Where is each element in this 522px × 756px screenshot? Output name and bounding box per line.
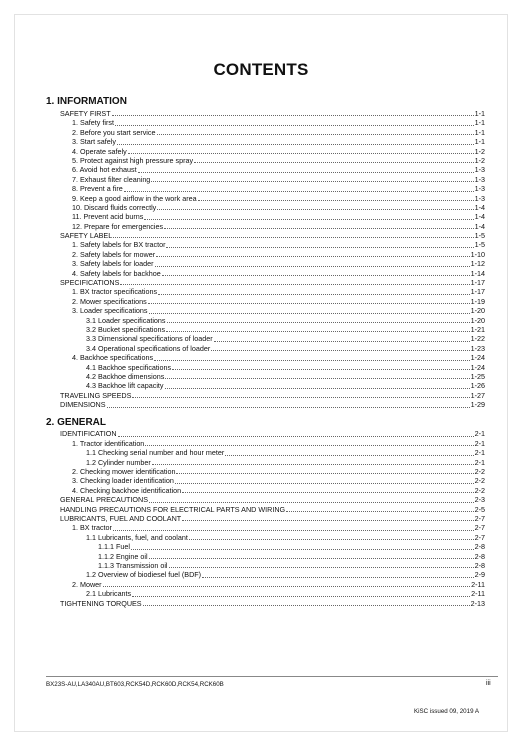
toc-entry[interactable]	[46, 156, 485, 165]
toc-leader-dots	[124, 190, 474, 192]
toc-entry-label: 2. Mower specifications	[72, 296, 147, 306]
toc-leader-dots	[198, 199, 474, 201]
toc-entry-page: 2-8	[474, 542, 485, 552]
toc-entry[interactable]	[46, 212, 485, 221]
toc-entry[interactable]	[46, 391, 485, 400]
toc-entry-label: LUBRICANTS, FUEL AND COOLANT	[60, 514, 182, 523]
toc-entry-page: 2-7	[474, 523, 485, 533]
toc-entry-label: 4.1 Backhoe specifications	[86, 362, 172, 372]
toc-entry-label: 1. Tractor identification	[72, 438, 145, 448]
toc-entry-label: 3.3 Dimensional specifications of loader	[86, 334, 213, 344]
toc-leader-dots	[176, 472, 473, 474]
toc-entry-label: 1.1.2 Engine oil	[98, 551, 148, 561]
toc-leader-dots	[175, 482, 474, 484]
toc-entry[interactable]	[46, 372, 485, 381]
toc-entry-page: 2-13	[470, 598, 485, 608]
toc-leader-dots	[165, 377, 469, 379]
toc-entry-label: 1.2 Overview of biodiesel fuel (BDF)	[86, 570, 202, 580]
toc-leader-dots	[157, 133, 474, 135]
footer-divider	[46, 676, 498, 677]
toc-leader-dots	[117, 143, 474, 145]
toc-leader-dots	[128, 152, 474, 154]
toc-leader-dots	[131, 548, 474, 550]
toc-entry-label: 2. Checking mower identification	[72, 467, 176, 477]
toc-entry-label: 2. Before you start service	[72, 127, 156, 137]
toc-entry-page: 2-5	[474, 504, 485, 514]
toc-entry[interactable]	[46, 599, 485, 608]
toc-entry-page: 1-17	[470, 278, 485, 288]
toc-leader-dots	[166, 330, 470, 332]
toc-leader-dots	[165, 387, 470, 389]
toc-entry-label: 9. Keep a good airflow in the work area	[72, 193, 197, 203]
toc-entry-label: 1.1 Checking serial number and hour meter	[86, 448, 225, 458]
footer-page-number: iii	[486, 680, 491, 687]
toc-leader-dots	[162, 274, 470, 276]
toc-leader-dots	[166, 246, 473, 248]
toc-entry-label: 7. Exhaust filter cleaning	[72, 174, 151, 184]
toc-entry-page: 1-1	[474, 109, 485, 118]
toc-entry-label: 1.1.3 Transmission oil	[98, 560, 168, 570]
toc-entry-label: 1. BX tractor specifications	[72, 287, 158, 297]
toc-entry-label: 3. Start safely	[72, 137, 116, 147]
toc-entry-label: 11. Prevent acid burns	[72, 212, 144, 222]
toc-entry[interactable]	[46, 381, 485, 390]
toc-entry[interactable]	[46, 165, 485, 174]
toc-entry-label: 1. Safety labels for BX tractor	[72, 240, 166, 250]
footer-model-list: BX23S-AU,LA340AU,BT603,RCK54D,RCK60D,RCK54,RCK60B	[46, 681, 224, 688]
toc-entry-page: 2-2	[474, 467, 485, 477]
toc-leader-dots	[145, 444, 473, 446]
toc-entry-page: 2-1	[474, 438, 485, 448]
toc-entry-page: 1-19	[470, 296, 485, 306]
toc-entry-page: 2-9	[474, 570, 485, 580]
toc-entry-label: DIMENSIONS	[60, 400, 106, 410]
toc-entry[interactable]	[46, 231, 485, 240]
toc-entry-label: TRAVELING SPEEDS	[60, 390, 132, 400]
toc-entry[interactable]	[46, 128, 485, 137]
toc-leader-dots	[132, 396, 469, 398]
toc-entry-page: 1-5	[474, 231, 485, 241]
toc-entry-page: 2-8	[474, 560, 485, 570]
toc-entry-label: 8. Prevent a fire	[72, 184, 123, 194]
toc-entry[interactable]	[46, 552, 485, 561]
toc-entry-page: 2-2	[474, 485, 485, 495]
toc-leader-dots	[169, 566, 474, 568]
toc-leader-dots	[154, 359, 470, 361]
toc-entry-page: 1-1	[474, 127, 485, 137]
toc-entry-label: 4. Backhoe specifications	[72, 353, 154, 363]
toc-leader-dots	[211, 349, 469, 351]
toc-entry-page: 2-1	[474, 457, 485, 467]
toc-entry[interactable]	[46, 430, 485, 439]
toc-entry-label: 12. Prepare for emergencies	[72, 221, 164, 231]
toc-entry-page: 2-2	[474, 476, 485, 486]
toc-leader-dots	[156, 255, 470, 257]
toc-entry-label: 6. Avoid hot exhaust	[72, 165, 137, 175]
toc-entry-label: 10. Discard fluids correctly	[72, 202, 157, 212]
toc-leader-dots	[155, 265, 470, 267]
toc-entry[interactable]	[46, 439, 485, 448]
toc-leader-dots	[157, 208, 473, 210]
toc-entry-label: IDENTIFICATION	[60, 429, 117, 439]
toc-entry-label: HANDLING PRECAUTIONS FOR ELECTRICAL PARTS AND WIRING	[60, 504, 286, 514]
toc-entry-page: 2-7	[474, 514, 485, 523]
toc-entry[interactable]	[46, 580, 485, 589]
toc-entry-label: 1.1.1 Fuel	[98, 542, 130, 552]
toc-entry-page: 1-20	[470, 306, 485, 316]
toc-entry[interactable]	[46, 589, 485, 598]
toc-entry-page: 1-2	[474, 146, 485, 156]
toc-leader-dots	[149, 501, 474, 503]
toc-entry-label: SPECIFICATIONS	[60, 278, 120, 288]
toc-leader-dots	[202, 576, 474, 578]
toc-entry-page: 1-2	[474, 155, 485, 165]
toc-entry[interactable]	[46, 316, 485, 325]
toc-entry-label: 4. Safety labels for backhoe	[72, 268, 161, 278]
toc-leader-dots	[148, 302, 470, 304]
toc-leader-dots	[167, 321, 470, 323]
toc-entry[interactable]	[46, 334, 485, 343]
toc-entry[interactable]	[46, 533, 485, 542]
toc-entry[interactable]	[46, 306, 485, 315]
toc-entry-label: 4.3 Backhoe lift capacity	[86, 381, 164, 391]
toc-entry[interactable]	[46, 203, 485, 212]
toc-entry[interactable]	[46, 194, 485, 203]
toc-leader-dots	[149, 557, 474, 559]
toc-entry-label: 5. Protect against high pressure spray	[72, 155, 194, 165]
toc-leader-dots	[151, 180, 473, 182]
toc-entry[interactable]	[46, 448, 485, 457]
toc-entry[interactable]	[46, 363, 485, 372]
toc-entry[interactable]	[46, 458, 485, 467]
toc-entry-label: GENERAL PRECAUTIONS	[60, 495, 148, 505]
toc-leader-dots	[144, 218, 473, 220]
toc-entry-page: 1-21	[470, 324, 485, 334]
toc-entry[interactable]	[46, 542, 485, 551]
toc-leader-dots	[143, 604, 470, 606]
toc-entry[interactable]	[46, 118, 485, 127]
toc-leader-dots	[149, 312, 470, 314]
toc-entry-label: SAFETY FIRST	[60, 109, 111, 118]
toc-leader-dots	[164, 227, 474, 229]
toc-entry-page: 1-17	[470, 287, 485, 297]
toc-entry-page: 1-4	[474, 212, 485, 222]
toc-entry[interactable]	[46, 222, 485, 231]
toc-entry-label: 1.1 Lubricants, fuel, and coolant	[86, 532, 188, 542]
toc-entry[interactable]	[46, 570, 485, 579]
toc-entry[interactable]	[46, 523, 485, 532]
toc-entry-label: 3. Loader specifications	[72, 306, 148, 316]
toc-leader-dots	[112, 114, 474, 116]
toc-leader-dots	[113, 236, 473, 238]
toc-entry-label: 2.1 Lubricants	[86, 589, 132, 599]
toc-leader-dots	[107, 406, 470, 408]
toc-entry[interactable]	[46, 240, 485, 249]
toc-entry-page: 1-3	[474, 184, 485, 194]
toc-entry-page: 1-4	[474, 202, 485, 212]
toc-entry[interactable]	[46, 476, 485, 485]
toc-entry-label: 3. Safety labels for loader	[72, 259, 154, 269]
toc-entry-page: 2-11	[471, 579, 485, 589]
toc-entry-label: 2. Safety labels for mower	[72, 249, 156, 259]
toc-entry-label: 1. BX tractor	[72, 523, 112, 533]
toc-entry[interactable]	[46, 278, 485, 287]
toc-entry-page: 1-1	[474, 118, 485, 128]
toc-entry-label: 2. Mower	[72, 579, 102, 589]
toc-entry[interactable]	[46, 109, 485, 118]
toc-entry-page: 1-29	[470, 400, 485, 410]
toc-entry[interactable]	[46, 269, 485, 278]
toc-entry-page: 1-23	[470, 343, 485, 353]
toc-leader-dots	[225, 454, 473, 456]
toc-entry-page: 2-1	[474, 448, 485, 458]
toc-entry[interactable]	[46, 486, 485, 495]
toc-entry[interactable]	[46, 325, 485, 334]
toc-leader-dots	[113, 529, 474, 531]
toc-leader-dots	[214, 340, 470, 342]
toc-entry-label: 3. Checking loader identification	[72, 476, 174, 486]
toc-entry[interactable]	[46, 467, 485, 476]
toc-entry[interactable]	[46, 184, 485, 193]
toc-leader-dots	[189, 538, 474, 540]
toc-entry-page: 1-4	[474, 221, 485, 231]
toc-entry-label: TIGHTENING TORQUES	[60, 598, 142, 608]
toc-entry[interactable]	[46, 353, 485, 362]
toc-entry-page: 1-24	[470, 353, 485, 363]
toc-entry-label: SAFETY LABEL	[60, 231, 113, 241]
toc-entry-label: 3.1 Loader specifications	[86, 315, 166, 325]
toc-entry[interactable]	[46, 400, 485, 409]
toc-entry-page: 2-3	[474, 495, 485, 505]
toc-entry-page: 1-3	[474, 193, 485, 203]
toc-leader-dots	[182, 519, 473, 521]
toc-entry[interactable]	[46, 147, 485, 156]
toc-entry[interactable]	[46, 250, 485, 259]
section-heading: 2. GENERAL	[46, 416, 107, 428]
toc-entry-label: 3.4 Operational specifications of loader	[86, 343, 211, 353]
toc-entry-page: 2-7	[474, 532, 485, 542]
toc-entry[interactable]	[46, 137, 485, 146]
toc-leader-dots	[103, 585, 471, 587]
toc-leader-dots	[132, 595, 470, 597]
toc-leader-dots	[182, 491, 474, 493]
toc-entry-page: 1-3	[474, 165, 485, 175]
toc-entry-page: 2-8	[474, 551, 485, 561]
toc-entry-page: 2-11	[471, 589, 485, 599]
toc-leader-dots	[286, 510, 474, 512]
issue-note: KiSC issued 09, 2019 A	[414, 708, 480, 715]
toc-leader-dots	[158, 293, 470, 295]
toc-entry-page: 2-1	[474, 429, 485, 439]
toc-entry-label: 1. Safety first	[72, 118, 114, 128]
toc-entry[interactable]	[46, 514, 485, 523]
toc-entry-page: 1-14	[470, 268, 485, 278]
toc-entry-label: 4. Operate safely	[72, 146, 127, 156]
toc-entry[interactable]	[46, 259, 485, 268]
toc-entry-page: 1-12	[470, 259, 485, 269]
section-heading: 1. INFORMATION	[46, 96, 127, 107]
toc-entry-page: 1-3	[474, 174, 485, 184]
toc-leader-dots	[152, 463, 474, 465]
toc-leader-dots	[115, 124, 474, 126]
toc-entry-page: 1-26	[470, 381, 485, 391]
toc-entry[interactable]	[46, 287, 485, 296]
toc-entry[interactable]	[46, 561, 485, 570]
toc-entry-page: 1-10	[470, 249, 485, 259]
toc-entry-label: 1.2 Cylinder number	[86, 457, 151, 467]
toc-entry-page: 1-24	[470, 362, 485, 372]
toc-entry-page: 1-1	[474, 137, 485, 147]
table-of-contents	[46, 95, 485, 608]
toc-entry[interactable]	[46, 344, 485, 353]
toc-entry[interactable]	[46, 175, 485, 184]
toc-entry-page: 1-27	[470, 390, 485, 400]
toc-entry[interactable]	[46, 505, 485, 514]
toc-entry[interactable]	[46, 495, 485, 504]
toc-entry-page: 1-5	[474, 240, 485, 250]
toc-entry-label: 3.2 Bucket specifications	[86, 324, 166, 334]
toc-leader-dots	[194, 161, 474, 163]
toc-leader-dots	[118, 435, 474, 437]
toc-leader-dots	[120, 283, 469, 285]
toc-entry-page: 1-22	[470, 334, 485, 344]
toc-entry-page: 1-20	[470, 315, 485, 325]
toc-entry-page: 1-25	[470, 371, 485, 381]
toc-entry-label: 4. Checking backhoe identification	[72, 485, 182, 495]
toc-leader-dots	[172, 368, 470, 370]
toc-entry[interactable]	[46, 297, 485, 306]
page-title: CONTENTS	[213, 60, 309, 79]
toc-leader-dots	[138, 171, 474, 173]
toc-entry-label: 4.2 Backhoe dimensions	[86, 371, 165, 381]
